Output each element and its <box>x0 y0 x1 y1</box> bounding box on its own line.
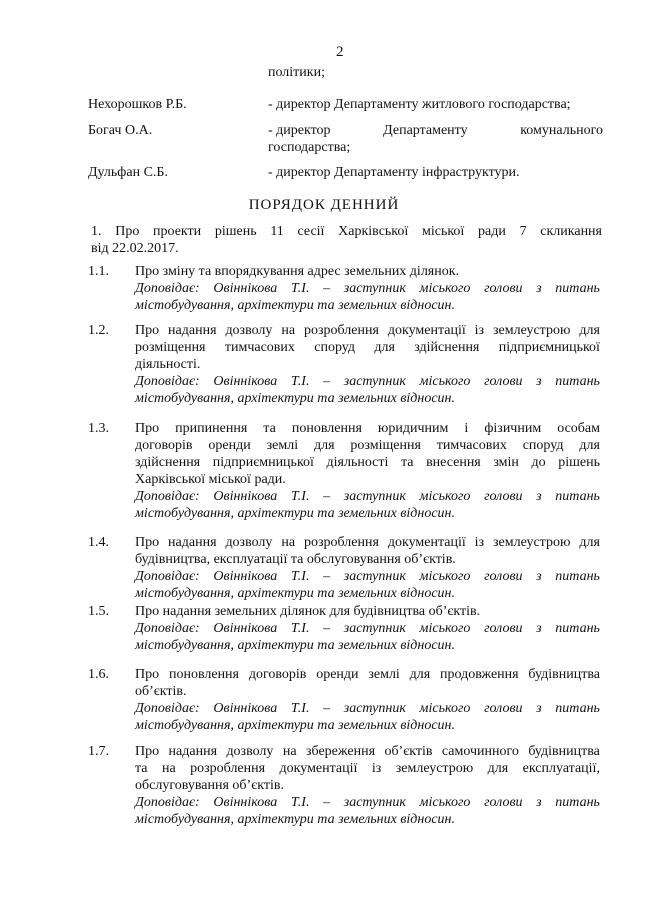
word: Доповідає: <box>135 489 200 504</box>
word: – <box>323 489 331 504</box>
word: заступник <box>343 701 406 716</box>
word: заступник <box>343 489 406 504</box>
word: голови <box>484 701 523 716</box>
agenda-item-number: 1.2. <box>88 323 109 338</box>
role-word: Департаменту <box>383 123 468 138</box>
agenda-item <box>88 603 602 654</box>
word: розроблення <box>303 323 379 338</box>
speaker-line: містобудування, архітектури та земельних відносин. <box>135 586 455 601</box>
word: розміщення <box>350 438 421 453</box>
word: та <box>263 421 276 436</box>
word: землеустрою <box>395 761 474 776</box>
word: рішень <box>214 224 257 239</box>
word: скликання <box>540 224 602 239</box>
word: голови <box>484 281 523 296</box>
agenda-item-title: Про зміну та впорядкування адрес земельних ділянок. <box>135 264 460 279</box>
word: Т.І. <box>290 795 310 810</box>
agenda-section <box>91 223 602 257</box>
word: рішень <box>558 455 600 470</box>
word: питань <box>555 281 600 296</box>
word: Овіннікова <box>213 374 278 389</box>
word: надання <box>168 744 218 759</box>
word: договорів <box>135 438 193 453</box>
agenda-item-title: діяльності. <box>135 357 201 372</box>
word: сесії <box>297 224 325 239</box>
role-word: - директор <box>268 123 331 138</box>
word: Овіннікова <box>213 795 278 810</box>
word: заступник <box>343 795 406 810</box>
agenda-item-title: будівництва, експлуатації та обслуговування об’єктів. <box>135 552 456 567</box>
word: Про <box>115 224 140 239</box>
attendee-name: Богач О.А. <box>88 123 153 138</box>
word: дозволу <box>226 744 274 759</box>
speaker-line <box>135 280 600 297</box>
word: внесення <box>426 455 481 470</box>
word: юридичним <box>377 421 449 436</box>
agenda-item-title <box>135 743 600 760</box>
word: із <box>474 535 485 550</box>
word: голови <box>484 795 523 810</box>
word: землі <box>266 438 299 453</box>
word: міського <box>419 489 471 504</box>
word: Харківської <box>338 224 409 239</box>
word: Про <box>135 421 160 436</box>
word: питань <box>555 795 600 810</box>
word: і <box>464 421 469 436</box>
word: заступник <box>343 374 406 389</box>
word: – <box>323 569 331 584</box>
word: та <box>135 761 148 776</box>
word: з <box>536 281 542 296</box>
word: заступник <box>343 281 406 296</box>
agenda-item-title <box>135 454 600 471</box>
word: – <box>323 795 331 810</box>
word: 7 <box>519 224 527 239</box>
word: та <box>400 455 414 470</box>
word: розроблення <box>190 761 266 776</box>
attendee-name: Дульфан С.Б. <box>88 165 168 180</box>
word: землеустрою <box>493 323 571 338</box>
word: землеустрою <box>493 535 571 550</box>
word: споруд <box>314 340 355 355</box>
word: для <box>409 667 431 682</box>
agenda-item-body <box>135 603 600 654</box>
agenda-item-number: 1.4. <box>88 535 109 550</box>
page-number: 2 <box>336 44 344 60</box>
agenda-item <box>88 420 602 522</box>
word: – <box>323 281 331 296</box>
word: Доповідає: <box>135 374 200 389</box>
agenda-item-title: об’єктів. <box>135 684 187 699</box>
speaker-line <box>135 700 600 717</box>
section-date: від 22.02.2017. <box>91 241 179 256</box>
attendee-role: - директор Департаменту інфраструктури. <box>268 165 520 180</box>
word: на <box>281 323 296 338</box>
agenda-item-title <box>135 760 600 777</box>
section-title <box>91 223 602 240</box>
speaker-line: містобудування, архітектури та земельних відносин. <box>135 506 455 521</box>
word: з <box>536 374 542 389</box>
word: на <box>281 535 296 550</box>
agenda-item-title <box>135 437 600 454</box>
word: розроблення <box>303 535 379 550</box>
word: фізичним <box>484 421 542 436</box>
word: оренди <box>208 438 251 453</box>
speaker-line: містобудування, архітектури та земельних відносин. <box>135 298 455 313</box>
word: Овіннікова <box>213 701 278 716</box>
word: Овіннікова <box>213 281 278 296</box>
word: об’єктів <box>384 744 433 759</box>
word: розміщення <box>135 340 206 355</box>
agenda-item-title <box>135 322 600 339</box>
word: Про <box>135 744 160 759</box>
agenda-item-body <box>135 420 600 522</box>
word: голови <box>484 374 523 389</box>
word: будівництва <box>528 667 600 682</box>
word: змін <box>493 455 519 470</box>
word: для <box>487 761 509 776</box>
word: Т.І. <box>290 701 310 716</box>
word: – <box>323 374 331 389</box>
word: міського <box>419 374 471 389</box>
word: для <box>313 438 335 453</box>
attendee-name: Нехорошков Р.Б. <box>88 97 187 112</box>
word: на <box>282 744 297 759</box>
word: із <box>474 323 485 338</box>
word: з <box>536 701 542 716</box>
word: Овіннікова <box>213 569 278 584</box>
agenda-item <box>88 666 602 734</box>
word: міського <box>419 281 471 296</box>
speaker-line: містобудування, архітектури та земельних відносин. <box>135 638 455 653</box>
agenda-item-title <box>135 666 600 683</box>
word: документації <box>387 535 466 550</box>
word: голови <box>484 489 523 504</box>
attendee-role <box>268 122 603 139</box>
word: – <box>323 701 331 716</box>
word: з <box>536 569 542 584</box>
word: припинення <box>175 421 248 436</box>
word: питань <box>555 374 600 389</box>
word: надання <box>168 323 217 338</box>
word: 1. <box>91 224 102 239</box>
word: Доповідає: <box>135 569 200 584</box>
word: Т.І. <box>290 281 310 296</box>
attendee-role: - директор Департаменту житлового господарства; <box>268 97 571 112</box>
word: поновлення <box>168 667 239 682</box>
agenda-item-body <box>135 263 600 314</box>
word: землі <box>368 667 400 682</box>
word: ради <box>478 224 506 239</box>
word: до <box>531 455 546 470</box>
word: збереження <box>305 744 376 759</box>
word: діяльності <box>326 455 389 470</box>
word: міського <box>419 569 471 584</box>
speaker-line: містобудування, архітектури та земельних відносин. <box>135 391 455 406</box>
word: Про <box>135 323 160 338</box>
agenda-item <box>88 743 602 828</box>
word: дозволу <box>225 535 273 550</box>
speaker-line <box>135 488 600 505</box>
word: Т.І. <box>290 374 310 389</box>
word: Доповідає: <box>135 795 200 810</box>
role-word: комунального <box>520 123 603 138</box>
word: питань <box>555 489 600 504</box>
agenda-item-title: Харківської міської ради. <box>135 472 286 487</box>
speaker-line <box>135 620 600 637</box>
word: – <box>323 621 331 636</box>
agenda-item-number: 1.3. <box>88 421 109 436</box>
word: Доповідає: <box>135 701 200 716</box>
agenda-item <box>88 322 602 407</box>
word: голови <box>484 621 523 636</box>
agenda-item-number: 1.1. <box>88 264 109 279</box>
word: оренди <box>316 667 359 682</box>
agenda-heading: ПОРЯДОК ДЕННИЙ <box>248 197 400 213</box>
word: експлуатації, <box>522 761 600 776</box>
word: Овіннікова <box>213 621 278 636</box>
speaker-line <box>135 794 600 811</box>
agenda-item-body <box>135 743 600 828</box>
word: Т.І. <box>290 489 310 504</box>
word: міського <box>419 795 471 810</box>
agenda-item-body <box>135 666 600 734</box>
agenda-item-body <box>135 322 600 407</box>
agenda-item-body <box>135 534 600 602</box>
word: тимчасових <box>436 438 507 453</box>
word: підприємницької <box>498 340 600 355</box>
word: Про <box>135 667 160 682</box>
word: Доповідає: <box>135 281 200 296</box>
word: для <box>374 340 395 355</box>
agenda-item-title <box>135 420 600 437</box>
word: продовження <box>440 667 519 682</box>
word: поновлення <box>291 421 362 436</box>
word: міського <box>419 621 471 636</box>
word: на <box>161 761 176 776</box>
word: споруд <box>522 438 564 453</box>
word: питань <box>555 569 600 584</box>
word: надання <box>168 535 217 550</box>
agenda-item-number: 1.6. <box>88 667 109 682</box>
agenda-item-title: обслуговування об’єктів. <box>135 778 284 793</box>
agenda-item-title <box>135 339 600 356</box>
word: Про <box>135 535 160 550</box>
word: будівництва <box>528 744 600 759</box>
word: заступник <box>343 621 406 636</box>
word: питань <box>555 701 600 716</box>
agenda-item <box>88 263 602 314</box>
speaker-line <box>135 373 600 390</box>
attendee-role-continuation: господарства; <box>268 140 351 155</box>
word: документації <box>387 323 466 338</box>
word: самочинного <box>441 744 519 759</box>
word: для <box>579 535 600 550</box>
word: заступник <box>343 569 406 584</box>
agenda-item <box>88 534 602 602</box>
speaker-line: містобудування, архітектури та земельних відносин. <box>135 718 455 733</box>
word: для <box>579 323 600 338</box>
word: договорів <box>248 667 307 682</box>
word: із <box>371 761 382 776</box>
word: документації <box>279 761 358 776</box>
word: проекти <box>153 224 202 239</box>
word: Овіннікова <box>213 489 278 504</box>
agenda-item-title: Про надання земельних ділянок для будівництва об’єктів. <box>135 604 481 619</box>
continuation-text: політики; <box>268 65 325 80</box>
word: голови <box>484 569 523 584</box>
word: здійснення <box>135 455 201 470</box>
agenda-item-number: 1.7. <box>88 744 109 759</box>
word: особам <box>557 421 600 436</box>
word: для <box>579 438 600 453</box>
word: питань <box>555 621 600 636</box>
word: 11 <box>270 224 284 239</box>
speaker-line: містобудування, архітектури та земельних відносин. <box>135 812 455 827</box>
agenda-item-number: 1.5. <box>88 604 109 619</box>
word: міського <box>419 701 471 716</box>
word: міської <box>421 224 465 239</box>
word: Доповідає: <box>135 621 200 636</box>
word: з <box>536 489 542 504</box>
speaker-line <box>135 568 600 585</box>
word: тимчасових <box>224 340 295 355</box>
word: підприємницької <box>212 455 314 470</box>
word: Т.І. <box>290 621 310 636</box>
word: з <box>536 795 542 810</box>
word: Т.І. <box>290 569 310 584</box>
word: дозволу <box>225 323 273 338</box>
word: здійснення <box>414 340 480 355</box>
word: з <box>536 621 542 636</box>
agenda-item-title <box>135 534 600 551</box>
